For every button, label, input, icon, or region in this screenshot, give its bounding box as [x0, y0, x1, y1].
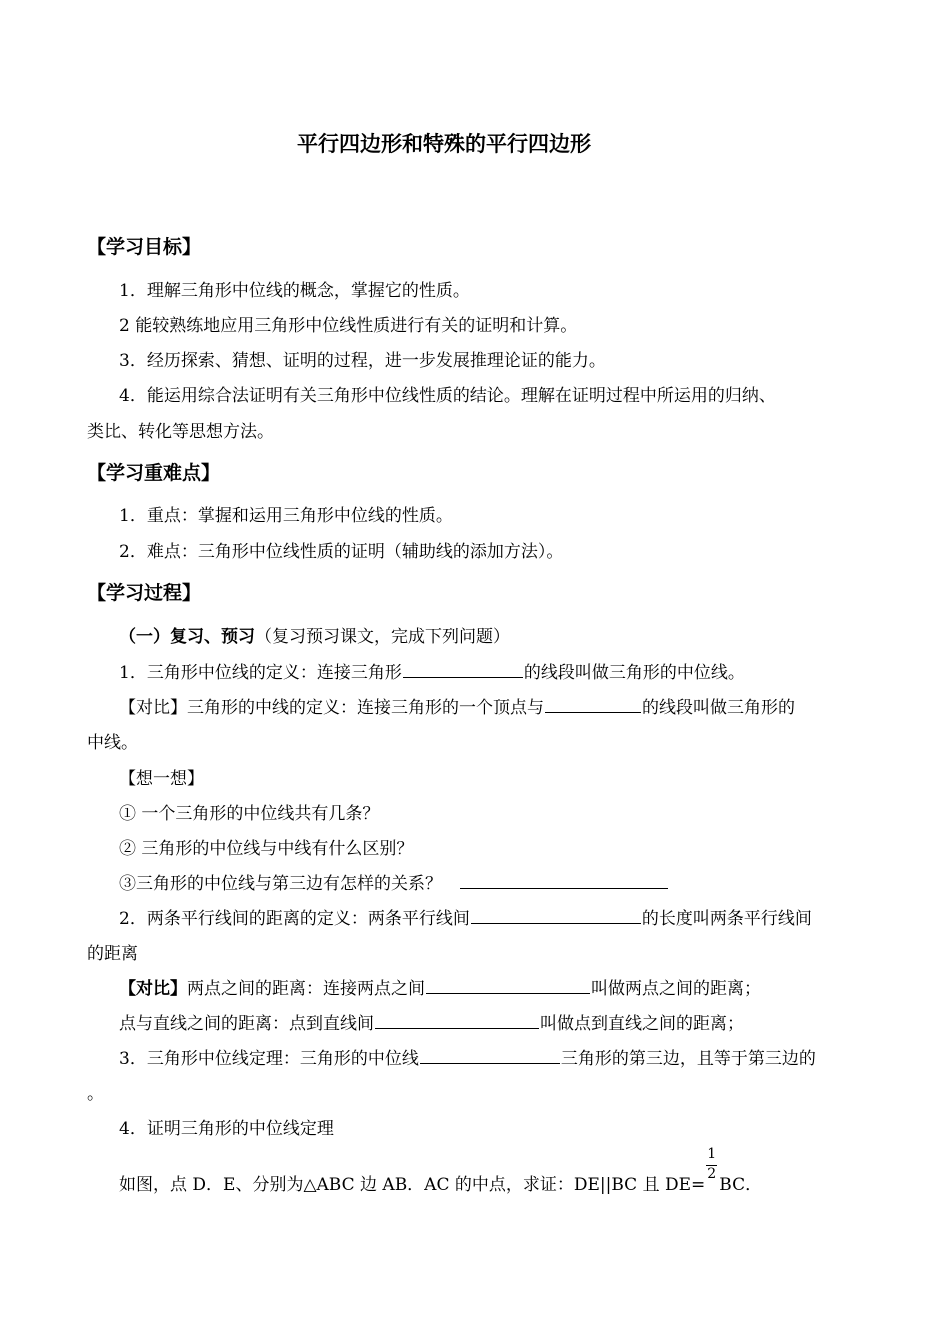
goal-item-4-cont: 类比、转化等思想方法。 — [87, 422, 274, 442]
question-3-cont: 。 — [87, 1084, 104, 1104]
proof-statement-text: 如图，点 D．E、分别为△ABC 边 AB．AC 的中点，求证：DE||BC 且 DE= — [119, 1175, 706, 1195]
answer-blank-5[interactable] — [426, 977, 590, 994]
answer-blank-6[interactable] — [375, 1012, 539, 1029]
think-question-3 — [119, 869, 669, 894]
question-3-text: 3．三角形中位线定理：三角形的中位线 — [119, 1049, 419, 1069]
think-heading: 【想一想】 — [119, 769, 204, 789]
subsection-review-note: （复习预习课文，完成下列问题） — [255, 627, 510, 647]
section-heading-goals: 【学习目标】 — [87, 236, 202, 258]
compare-2-text-end: 叫做两点之间的距离； — [591, 979, 761, 999]
proof-statement-end: BC． — [719, 1175, 763, 1195]
question-1-text-end: 的线段叫做三角形的中位线。 — [523, 663, 745, 683]
section-heading-key-points: 【学习重难点】 — [87, 462, 221, 484]
fraction-denominator: 2 — [707, 1166, 717, 1182]
goal-item-2: 2 能较熟练地应用三角形中位线性质进行有关的证明和计算。 — [119, 316, 578, 336]
goal-item-4: 4．能运用综合法证明有关三角形中位线性质的结论。理解在证明过程中所运用的归纳、 — [119, 386, 776, 406]
question-2-text: 2．两条平行线间的距离的定义：两条平行线间 — [119, 909, 470, 929]
goal-item-1: 1．理解三角形中位线的概念，掌握它的性质。 — [119, 281, 470, 301]
proof-statement — [119, 1146, 763, 1195]
compare-1 — [119, 693, 795, 718]
answer-blank-1[interactable] — [403, 661, 523, 678]
think-question-1: ① 一个三角形的中位线共有几条？ — [119, 804, 380, 824]
compare-3-text-end: 叫做点到直线之间的距离； — [540, 1014, 744, 1034]
compare-1-text: 【对比】三角形的中线的定义：连接三角形的一个顶点与 — [119, 698, 544, 718]
compare-1-text-end: 的线段叫做三角形的 — [642, 698, 795, 718]
page-title: 平行四边形和特殊的平行四边形 — [297, 132, 591, 156]
fraction-numerator: 1 — [707, 1146, 717, 1162]
goal-item-3: 3．经历探索、猜想、证明的过程，进一步发展推理论证的能力。 — [119, 351, 606, 371]
answer-blank-2[interactable] — [545, 696, 641, 713]
compare-3 — [119, 1009, 744, 1034]
answer-blank-4[interactable] — [471, 907, 641, 924]
question-3 — [119, 1044, 816, 1069]
key-point-1: 1．重点：掌握和运用三角形中位线的性质。 — [119, 506, 453, 526]
compare-1-cont: 中线。 — [87, 733, 138, 753]
question-2-cont: 的距离 — [87, 944, 138, 964]
compare-2-text: 两点之间的距离：连接两点之间 — [187, 979, 425, 999]
section-heading-process: 【学习过程】 — [87, 582, 202, 604]
key-point-2: 2．难点：三角形中位线性质的证明（辅助线的添加方法）。 — [119, 542, 564, 562]
answer-blank-3[interactable] — [460, 872, 668, 889]
compare-2 — [119, 974, 761, 999]
subsection-review-title: （一）复习、预习 — [119, 627, 255, 647]
compare-2-tag: 【对比】 — [119, 979, 187, 999]
question-3-text-end: 三角形的第三边，且等于第三边的 — [560, 1049, 816, 1069]
question-1 — [119, 658, 745, 683]
think-question-3-text: ③三角形的中位线与第三边有怎样的关系？ — [119, 874, 442, 894]
answer-blank-7[interactable] — [420, 1047, 560, 1064]
subsection-review — [119, 622, 510, 647]
question-2 — [119, 904, 812, 929]
fraction-one-half — [705, 1146, 719, 1190]
question-2-text-end: 的长度叫两条平行线间 — [641, 909, 812, 929]
compare-3-text: 点与直线之间的距离：点到直线间 — [119, 1014, 374, 1034]
question-1-text: 1．三角形中位线的定义：连接三角形 — [119, 663, 402, 683]
question-4: 4．证明三角形的中位线定理 — [119, 1119, 334, 1139]
think-question-2: ② 三角形的中位线与中线有什么区别？ — [119, 839, 414, 859]
